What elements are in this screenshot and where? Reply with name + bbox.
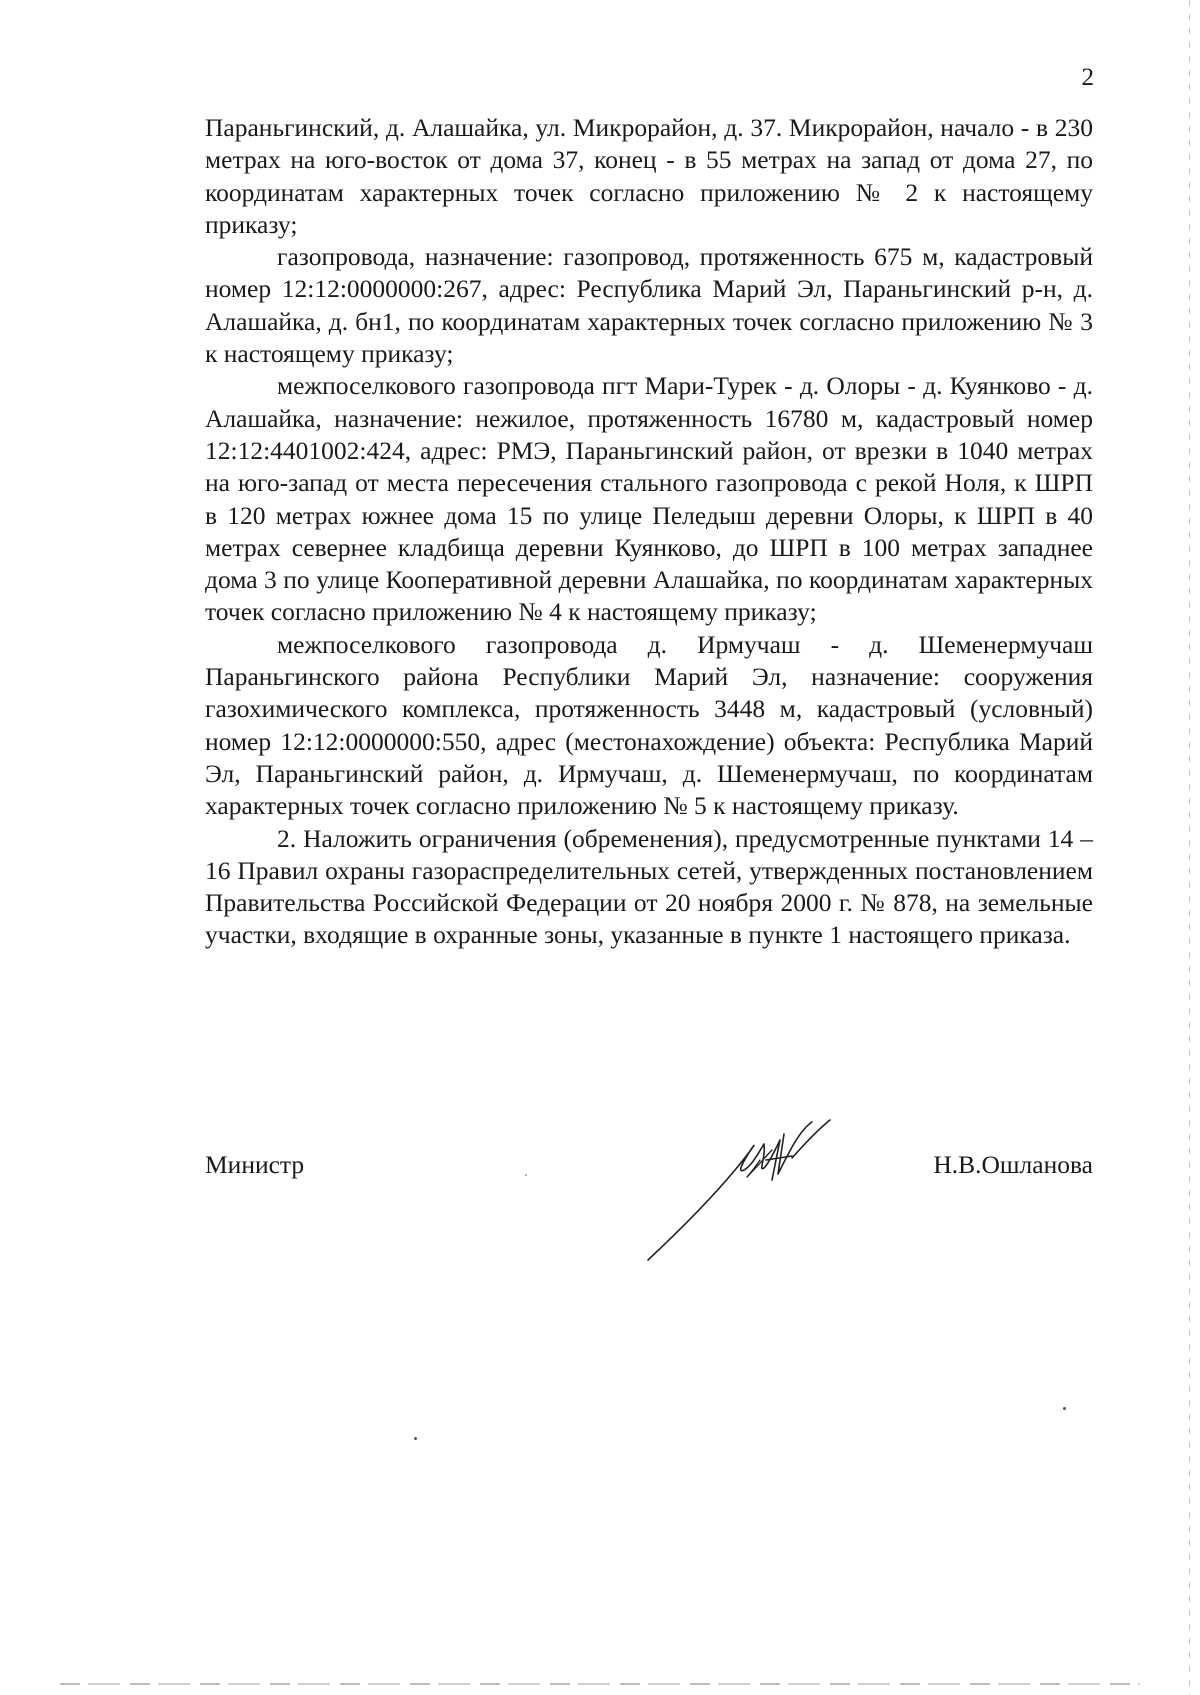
page-number: 2 (1081, 64, 1094, 91)
scan-speck (414, 1437, 417, 1440)
scan-edge-line (1189, 0, 1190, 1695)
paragraph: межпоселкового газопровода д. Ирмучаш - д. Шеменермучаш Параньгинского района Республики Марий Эл, назначение: сооружения газохимического комплекса, протяженность 3448 м, кадастровый (условный) номер 12:12:0000000:550, адрес (местонахождение) объекта: Республика Марий Эл, Параньгинский район, д. Ирмучаш, д. Шеменермучаш, по координатам характерных точек согласно приложению № 5 к настоящему приказу. (205, 629, 1093, 821)
scan-bottom-line (60, 1683, 1140, 1685)
signatory-name: Н.В.Ошланова (933, 1150, 1093, 1179)
paragraph: Параньгинский, д. Алашайка, ул. Микрорайон, д. 37. Микрорайон, начало - в 230 метрах на юго-восток от дома 37, конец - в 55 метрах на запад от дома 27, по координатам характерных точек согласно приложению № 2 к настоящему приказу; (205, 113, 1093, 239)
document-body (205, 112, 1093, 952)
handwritten-signature (640, 1100, 880, 1270)
signatory-title: Министр (205, 1150, 305, 1179)
scan-speck (525, 1174, 527, 1176)
paragraph: 2. Наложить ограничения (обременения), предусмотренные пунктами 14 – 16 Правил охраны газораспределительных сетей, утвержденных постановлением Правительства Российской Федерации от 20 ноября 2000 г. № 878, на земельные участки, входящие в охранные зоны, указанные в пункте 1 настоящего приказа. (205, 823, 1093, 950)
paragraph: газопровода, назначение: газопровод, протяженность 675 м, кадастровый номер 12:12:0000000:267, адрес: Республика Марий Эл, Параньгинский р-н, д. Алашайка, д. бн1, по координатам характерных точек согласно приложению № 3 к настоящему приказу; (205, 242, 1093, 369)
paragraph: межпоселкового газопровода пгт Мари-Турек - д. Олоры - д. Куянково - д. Алашайка, назначение: нежилое, протяженность 16780 м, кадастровый номер 12:12:4401002:424, адрес: РМЭ, Параньгинский район, от врезки в 1040 метрах на юго-запад от места пересечения стального газопровода с рекой Ноля, к ШРП в 120 метрах южнее дома 15 по улице Пеледыш деревни Олоры, к ШРП в 40 метрах севернее кладбища деревни Куянково, до ШРП в 100 метрах западнее дома 3 по улице Кооперативной деревни Алашайка, по координатам характерных точек согласно приложению № 4 к настоящему приказу; (205, 371, 1093, 627)
scan-speck (1063, 1407, 1066, 1410)
